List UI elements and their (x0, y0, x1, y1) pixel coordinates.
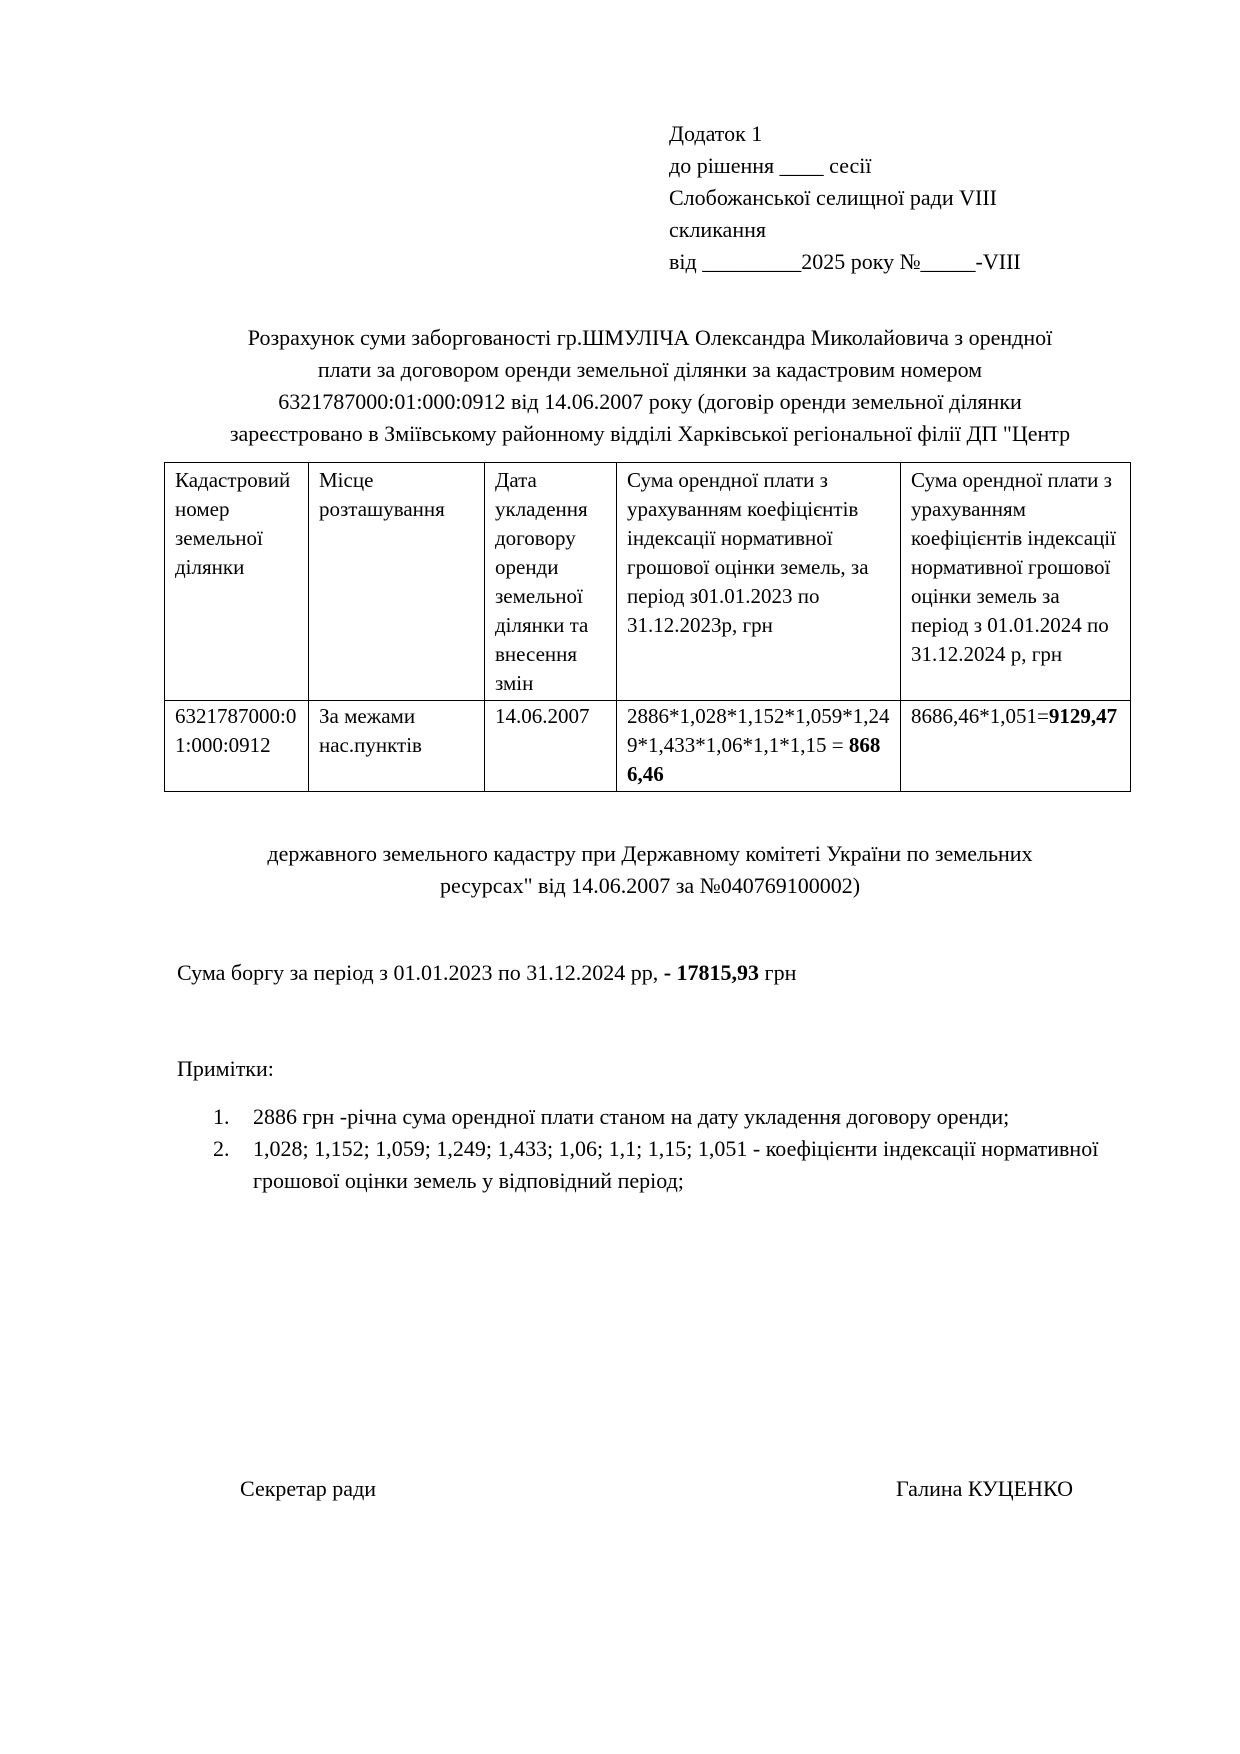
note-number: 2. (213, 1136, 230, 1161)
header-location: Місце розташування (309, 463, 485, 701)
annex-line: скликання (669, 217, 766, 242)
header-date: Дата укладення договору оренди земельної ділянки та внесення змін (485, 463, 617, 701)
document-title (150, 322, 1150, 450)
title-line: плати за договором оренди земельної ділянки за кадастровим номером (317, 357, 983, 382)
calculation-table (164, 462, 1131, 792)
annex-line: до рішення ____ сесії (669, 153, 872, 178)
title-line: державного земельного кадастру при Державному комітеті України по земельних (267, 841, 1033, 866)
notes-list (213, 1101, 1133, 1197)
title-line: 6321787000:01:000:0912 від 14.06.2007 року (договір оренди земельної ділянки (278, 389, 1022, 414)
cell-location: За межами нас.пунктів (309, 701, 485, 792)
debt-suffix: грн (759, 960, 797, 985)
sum-2024-formula: 8686,46*1,051= (911, 704, 1049, 728)
cell-cadastral: 6321787000:01:000:0912 (165, 701, 309, 792)
title-continuation (150, 838, 1150, 902)
title-line: ресурсах" від 14.06.2007 за №040769100002) (439, 873, 861, 898)
debt-amount: - 17815,93 (663, 960, 760, 985)
header-sum-2023: Сума орендної плати з урахуванням коефіцієнтів індексації нормативної грошової оцінки земель, за період з01.01.2023 по 31.12.2023р, грн (617, 463, 901, 701)
cell-sum-2024 (901, 701, 1131, 792)
annex-line: Додаток 1 (669, 121, 763, 146)
note-number: 1. (213, 1104, 230, 1129)
cell-date: 14.06.2007 (485, 701, 617, 792)
signature-position: Секретар ради (240, 1476, 377, 1501)
sum-2023-formula: 2886*1,028*1,152*1,059*1,249*1,433*1,06*1,1*1,15 = (627, 704, 890, 757)
header-cadastral: Кадастровий номер земельної ділянки (165, 463, 309, 701)
annex-line: від _________2025 року №_____-VIII (669, 249, 1021, 274)
title-line: Розрахунок суми заборгованості гр.ШМУЛІЧА Олександра Миколайовича з орендної (247, 325, 1053, 350)
table-row (165, 701, 1131, 792)
cell-sum-2023 (617, 701, 901, 792)
header-sum-2024: Сума орендної плати з урахуванням коефіцієнтів індексації нормативної грошової оцінки земель за період з 01.01.2024 по 31.12.2024 р, грн (901, 463, 1131, 701)
debt-summary (177, 960, 796, 986)
title-line: зареєстровано в Зміївському районному відділі Харківської регіональної філії ДП "Центр (229, 421, 1071, 446)
debt-prefix: Сума боргу за період з 01.01.2023 по 31.12.2024 рр, (177, 960, 664, 985)
note-item (213, 1101, 1133, 1133)
annex-block (669, 118, 1021, 278)
note-text: 2886 грн -річна сума орендної плати станом на дату укладення договору оренди; (253, 1104, 1010, 1129)
signature-name: Галина КУЦЕНКО (896, 1476, 1073, 1501)
notes-title: Примітки: (177, 1056, 274, 1081)
note-text: 1,028; 1,152; 1,059; 1,249; 1,433; 1,06; 1,1; 1,15; 1,051 - коефіцієнти індексації нормативної грошової оцінки земель у відповідний період; (253, 1136, 1099, 1193)
table-header-row (165, 463, 1131, 701)
sum-2024-result: 9129,47 (1048, 704, 1118, 728)
note-item (213, 1133, 1133, 1197)
sum-2023-result: 8686,46 (627, 733, 881, 786)
annex-line: Слобожанської селищної ради VIII (669, 185, 997, 210)
